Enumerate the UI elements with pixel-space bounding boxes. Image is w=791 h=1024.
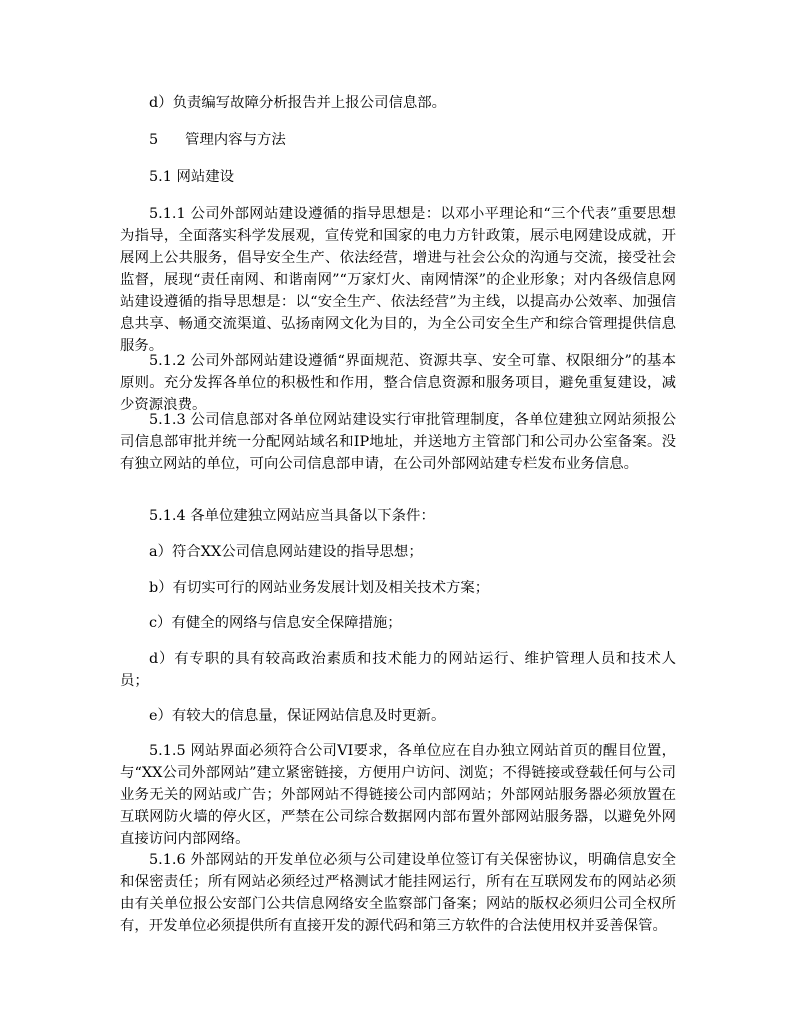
paragraph-5-1-3: 5.1.3 公司信息部对各单位网站建设实行审批管理制度，各单位建独立网站须报公司信息部审批并统一分配网站域名和IP地址，并送地方主管部门和公司办公室备案。没有独立网站的单位，可向公司信息部申请，在公司外部网站建专栏发布业务信息。: [120, 412, 676, 472]
paragraph-5-1-1: 5.1.1 公司外部网站建设遵循的指导思想是：以邓小平理论和“三个代表”重要思想为指导，全面落实科学发展观，宣传党和国家的电力方针政策，展示电网建设成就，开展网上公共服务，倡导安全生产、依法经营，增进与社会公众的沟通与交流，接受社会监督，展现“责任南网、和谐南网”“万家灯火、南网情深”的企业形象；对内各级信息网站建设遵循的指导思想是：以“安全生产、依法经营”为主线，以提高办公效率、加强信息共享、畅通交流渠道、弘扬南网文化为目的，为全公司安全生产和综合管理提供信息服务。: [120, 206, 676, 354]
list-item-d: d）有专职的具有较高政治素质和技术能力的网站运行、维护管理人员和技术人员；: [120, 651, 676, 689]
list-item-b: b）有切实可行的网站业务发展计划及相关技术方案；: [149, 580, 490, 596]
section-number: 5: [149, 132, 159, 148]
section-heading-5-1: 5.1 网站建设: [149, 169, 235, 185]
list-item-c: c）有健全的网络与信息安全保障措施；: [149, 615, 402, 631]
paragraph-5-1-6: 5.1.6 外部网站的开发单位必须与公司建设单位签订有关保密协议，明确信息安全和保密责任；所有网站必须经过严格测试才能挂网运行，所有在互联网发布的网站必须由有关单位报公安部门公共信息网络安全监察部门备案；网站的版权必须归公司全权所有，开发单位必须提供所有直接开发的源代码和第三方软件的合法使用权并妥善保管。: [120, 852, 676, 934]
section-title: 管理内容与方法: [185, 132, 286, 148]
list-item-d-report: d）负责编写故障分析报告并上报公司信息部。: [149, 95, 447, 111]
paragraph-5-1-4: 5.1.4 各单位建独立网站应当具备以下条件：: [149, 508, 435, 524]
paragraph-5-1-5: 5.1.5 网站界面必须符合公司VI要求，各单位应在自办独立网站首页的醒目位置，与“XX公司外部网站”建立紧密链接，方便用户访问、浏览；不得链接或登载任何与公司业务无关的网站或广告；外部网站不得链接公司内部网站；外部网站服务器必须放置在互联网防火墙的停火区，严禁在公司综合数据网内部布置外部网站服务器，以避免外网直接访问内部网络。: [120, 743, 676, 847]
paragraph-5-1-2: 5.1.2 公司外部网站建设遵循“界面规范、资源共享、安全可靠、权限细分”的基本原则。充分发挥各单位的积极性和作用，整合信息资源和服务项目，避免重复建设，减少资源浪费。: [120, 353, 676, 413]
section-heading-5: [149, 129, 676, 151]
list-item-e: e）有较大的信息量，保证网站信息及时更新。: [149, 708, 446, 724]
list-item-a: a）符合XX公司信息网站建设的指导思想；: [149, 544, 423, 560]
